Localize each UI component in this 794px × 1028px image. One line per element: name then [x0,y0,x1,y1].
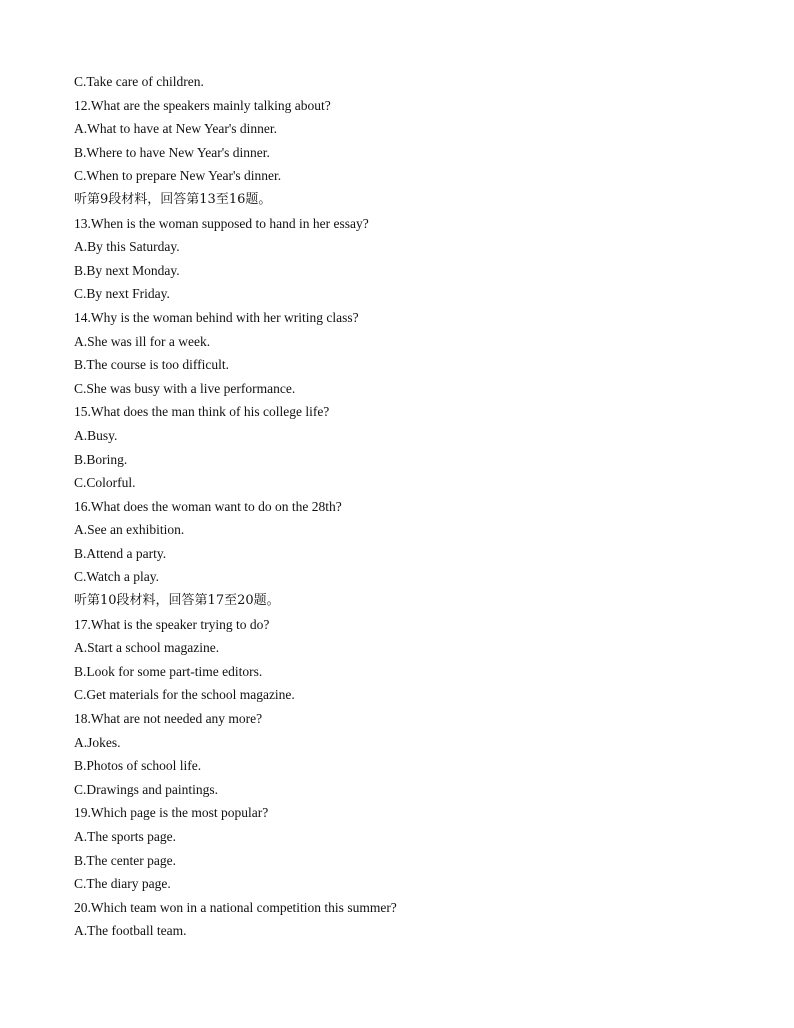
text-line: 17.What is the speaker trying to do? [74,616,270,632]
text-line: 16.What does the woman want to do on the 28th? [74,498,342,514]
text-line: 13.When is the woman supposed to hand in her essay? [74,215,369,231]
text-line: B.Boring. [74,451,128,467]
text-line: 14.Why is the woman behind with her writing class? [74,309,359,325]
text-line: A.Jokes. [74,734,121,750]
text-line: B.Look for some part-time editors. [74,663,263,679]
text-line: A.What to have at New Year's dinner. [74,121,278,137]
text-line: C.She was busy with a live performance. [74,380,296,396]
text-line: 15.What does the man think of his college life? [74,404,330,420]
text-line: A.Start a school magazine. [74,640,220,656]
text-line: C.The diary page. [74,876,171,892]
text-line: C.Drawings and paintings. [74,781,218,797]
text-line: B.Photos of school life. [74,758,202,774]
section-instruction: 听第10段材料，回答第17至20题。 [74,593,280,609]
text-line: C.Take care of children. [74,74,204,89]
section-instruction: 听第9段材料，回答第13至16题。 [74,191,272,207]
text-line: B.By next Monday. [74,262,180,278]
text-line: C.Watch a play. [74,569,160,585]
text-line: 20.Which team won in a national competition this summer? [74,899,397,915]
text-line: B.The course is too difficult. [74,357,229,373]
question-list [74,70,754,943]
text-line: 19.Which page is the most popular? [74,805,269,821]
text-line: A.The football team. [74,923,187,939]
text-line: B.The center page. [74,852,176,868]
text-line: C.When to prepare New Year's dinner. [74,168,282,184]
text-line: 18.What are not needed any more? [74,711,263,727]
text-line: C.By next Friday. [74,286,170,302]
text-line: 12.What are the speakers mainly talking about? [74,97,331,113]
text-line: A.She was ill for a week. [74,333,211,349]
text-line: B.Where to have New Year's dinner. [74,144,270,160]
text-line: A.By this Saturday. [74,239,180,255]
text-line: A.Busy. [74,427,118,443]
text-line: C.Get materials for the school magazine. [74,687,295,703]
text-line: A.See an exhibition. [74,522,185,538]
text-line: C.Colorful. [74,475,136,491]
text-line: A.The sports page. [74,829,176,844]
text-line: B.Attend a party. [74,545,167,561]
